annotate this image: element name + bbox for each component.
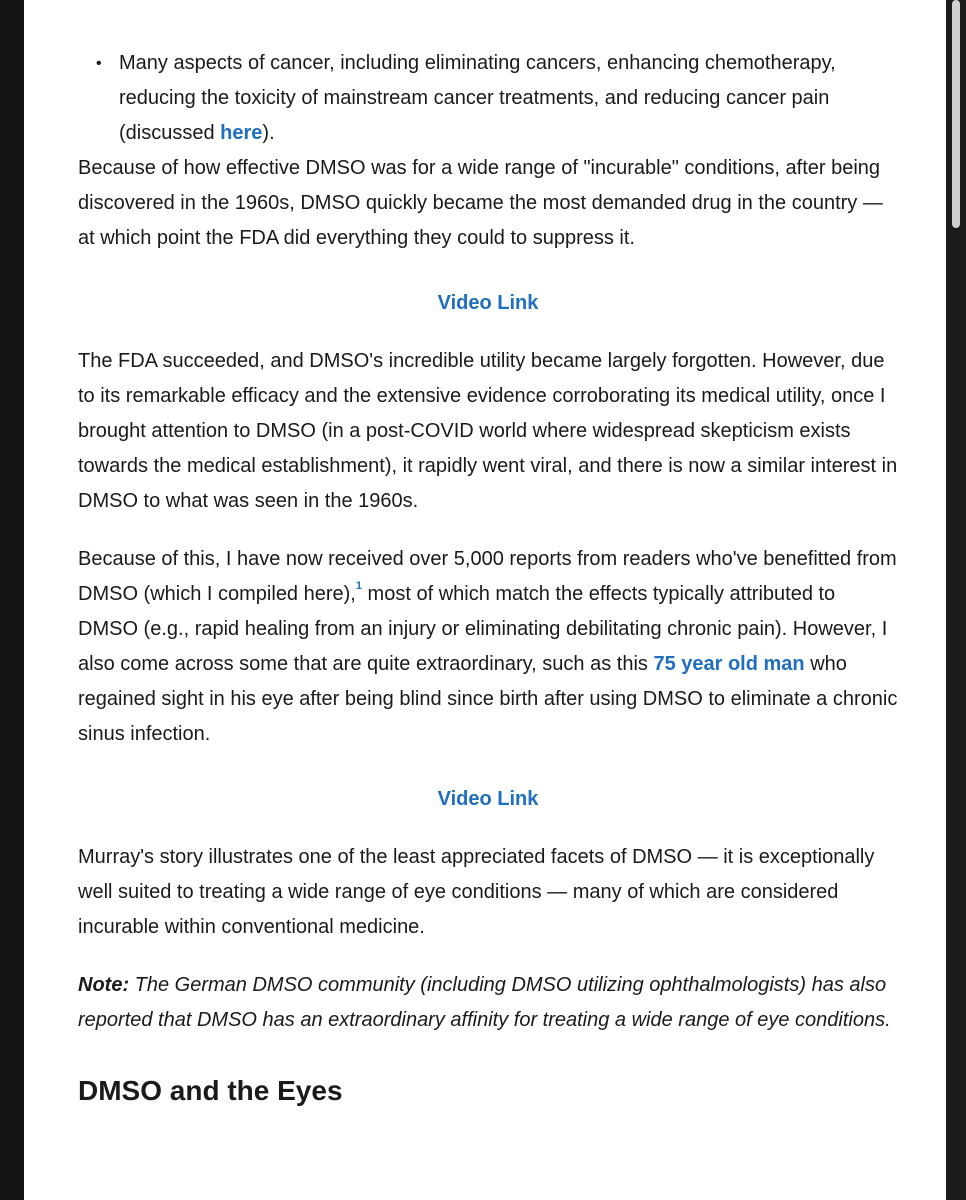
paragraph-1: Because of how effective DMSO was for a wide range of "incurable" conditions, after being discovered in the 1960s, DMSO quickly became the most demanded drug in the country — at which point the FDA did everything they could to suppress it.	[78, 157, 883, 249]
section-heading: DMSO and the Eyes	[78, 1075, 343, 1106]
paragraph-4: Murray's story illustrates one of the least appreciated facets of DMSO — it is exceptionally well suited to treating a wide range of eye conditions — many of which are considered incurable within conventional medicine.	[78, 846, 875, 938]
note-text: The German DMSO community (including DMSO utilizing ophthalmologists) has also reported that DMSO has an extraordinary affinity for treating a wide range of eye conditions.	[78, 974, 891, 1031]
footnote-link[interactable]: 1	[355, 580, 362, 592]
bullet-text: Many aspects of cancer, including eliminating cancers, enhancing chemotherapy, reducing the toxicity of mainstream cancer treatments, and reducing cancer pain (discussed	[119, 52, 836, 144]
video-link-1[interactable]: Video Link	[437, 292, 539, 314]
paragraph-3-text: Because of this, I have now received over 5,000 reports from readers who've benefitted from DMSO (which I compiled here),	[78, 548, 897, 605]
scrollbar-thumb[interactable]	[952, 0, 960, 228]
video-link-row-1	[78, 286, 898, 321]
75-year-old-man-link[interactable]: 75 year old man	[653, 653, 805, 675]
scrollbar[interactable]	[946, 0, 966, 1200]
article-page	[24, 0, 946, 1200]
paragraph-3-text-middle: most of which match the effects typically attributed to DMSO (e.g., rapid healing from an injury or eliminating debilitating chronic pain). However, I also come across some that are quite extraordinary, such as this	[78, 583, 888, 675]
paragraph-2: The FDA succeeded, and DMSO's incredible utility became largely forgotten. However, due to its remarkable efficacy and the extensive evidence corroborating its medical utility, once I brought attention to DMSO (in a post-COVID world where widespread skepticism exists towards the medical establishment), it rapidly went viral, and there is now a similar interest in DMSO to what was seen in the 1960s.	[78, 350, 898, 512]
here-link[interactable]: here	[220, 122, 263, 144]
paragraph-3-text-end: who regained sight in his eye after being blind since birth after using DMSO to eliminate a chronic sinus infection.	[78, 653, 898, 745]
note-label: Note:	[78, 974, 130, 996]
footnote-marker[interactable]	[356, 580, 362, 592]
video-link-row-2	[78, 782, 898, 817]
list-item	[78, 46, 898, 151]
video-link-2[interactable]: Video Link	[437, 788, 539, 810]
bullet-list	[78, 46, 898, 151]
article-content	[78, 46, 898, 1109]
window-left-frame	[0, 0, 24, 1200]
note-paragraph	[78, 968, 898, 1038]
paragraph-3	[78, 542, 898, 752]
bullet-text-end: ).	[262, 122, 275, 144]
